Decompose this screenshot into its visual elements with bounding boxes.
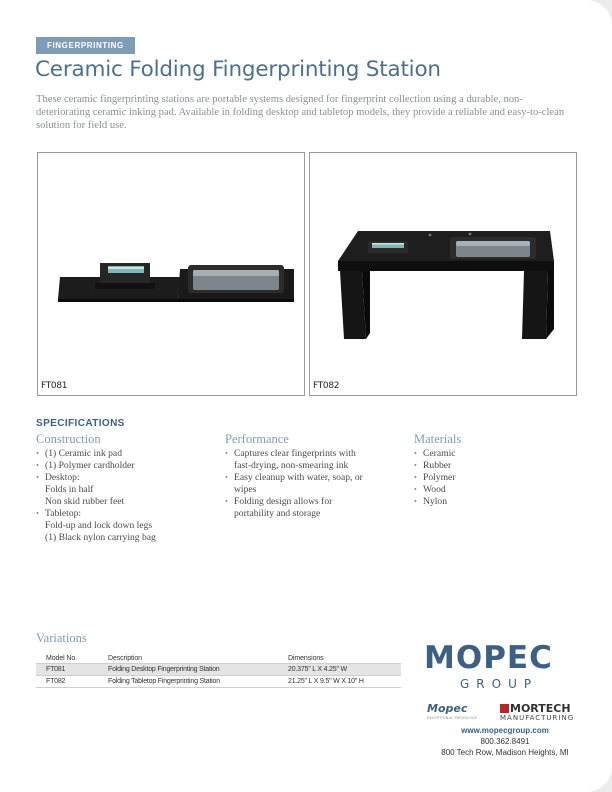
materials-column — [414, 432, 564, 508]
category-tag: FINGERPRINTING — [36, 37, 135, 54]
list-item: • Easy cleanup with water, soap, or — [225, 472, 405, 484]
table-row — [36, 676, 401, 688]
materials-list — [414, 448, 564, 508]
photo-label-ft081: FT081 — [41, 381, 68, 391]
list-item: • Ceramic — [414, 448, 564, 460]
mopec-wordmark: MOPEC — [424, 640, 553, 676]
photo-label-ft082: FT082 — [313, 381, 340, 391]
list-item: • Polymer — [414, 472, 564, 484]
cell-dimensions: 21.25" L X 9.5" W X 10" H — [278, 676, 401, 688]
cell-description: Folding Desktop Fingerprinting Station — [98, 664, 278, 676]
tabletop-station-image — [310, 153, 578, 397]
list-item: fast-drying, non-smearing ink — [234, 460, 349, 471]
cell-model: FT082 — [36, 676, 98, 688]
performance-list — [225, 448, 405, 520]
group-wordmark: GROUP — [460, 677, 539, 691]
materials-title: Materials — [414, 432, 462, 446]
list-item: Fold-up and lock down legs — [45, 520, 153, 531]
page-title: Ceramic Folding Fingerprinting Station — [35, 57, 441, 82]
list-item: Non skid rubber feet — [45, 496, 125, 507]
product-photo-ft082 — [309, 152, 577, 396]
list-item: portability and storage — [234, 508, 321, 519]
product-photo-ft081 — [37, 152, 305, 396]
variations-heading: Variations — [36, 631, 87, 645]
mortech-logo — [500, 702, 574, 722]
variations-table — [36, 654, 401, 688]
construction-title: Construction — [36, 432, 101, 446]
construction-list — [36, 448, 216, 544]
list-item: • Tabletop: — [36, 508, 216, 520]
intro-paragraph: These ceramic fingerprinting stations are portable systems designed for fingerprint collection using a durable, non-deteriorating ceramic inking pad. Available in folding desktop and tabletop models, they provide a reliable and easy-to-clean solution for field use. — [36, 94, 565, 131]
mortech-logo-text: MORTECH — [510, 702, 571, 715]
address: 800 Tech Row, Madison Heights, MI — [441, 748, 569, 757]
list-item: • Folding design allows for — [225, 496, 405, 508]
table-header-row — [36, 654, 401, 664]
list-item: • Rubber — [414, 460, 564, 472]
column-header-description: Description — [98, 654, 278, 664]
specifications-heading: SPECIFICATIONS — [36, 418, 125, 429]
list-item: • Desktop: — [36, 472, 216, 484]
list-item: wipes — [234, 484, 257, 495]
cell-model: FT081 — [36, 664, 98, 676]
mopec-sub-logo — [427, 702, 477, 720]
mortech-mark-icon — [500, 704, 509, 713]
performance-column — [225, 432, 405, 520]
mopec-sub-logo-text: Mopec — [427, 702, 468, 715]
list-item: • Nylon — [414, 496, 564, 508]
mopec-sub-logo-tag: EXCEPTIONAL PATHOLOGY — [427, 716, 478, 720]
list-item: • Captures clear fingerprints with — [225, 448, 405, 460]
desktop-station-image — [38, 153, 306, 397]
column-header-dimensions: Dimensions — [278, 654, 401, 664]
list-item: (1) Black nylon carrying bag — [45, 532, 156, 543]
cell-description: Folding Tabletop Fingerprinting Station — [98, 676, 278, 688]
construction-column — [36, 432, 216, 544]
list-item: • (1) Ceramic ink pad — [36, 448, 216, 460]
phone-number: 800.362.8491 — [480, 737, 530, 746]
mortech-logo-tag: MANUFACTURING — [500, 714, 575, 722]
cell-dimensions: 20.375" L X 4.25" W — [278, 664, 401, 676]
list-item: • (1) Polymer cardholder — [36, 460, 216, 472]
list-item: Folds in half — [45, 484, 94, 495]
performance-title: Performance — [225, 432, 289, 446]
website-link[interactable]: www.mopecgroup.com — [461, 726, 549, 735]
table-row — [36, 664, 401, 676]
column-header-model: Model No. — [36, 654, 98, 664]
list-item: • Wood — [414, 484, 564, 496]
